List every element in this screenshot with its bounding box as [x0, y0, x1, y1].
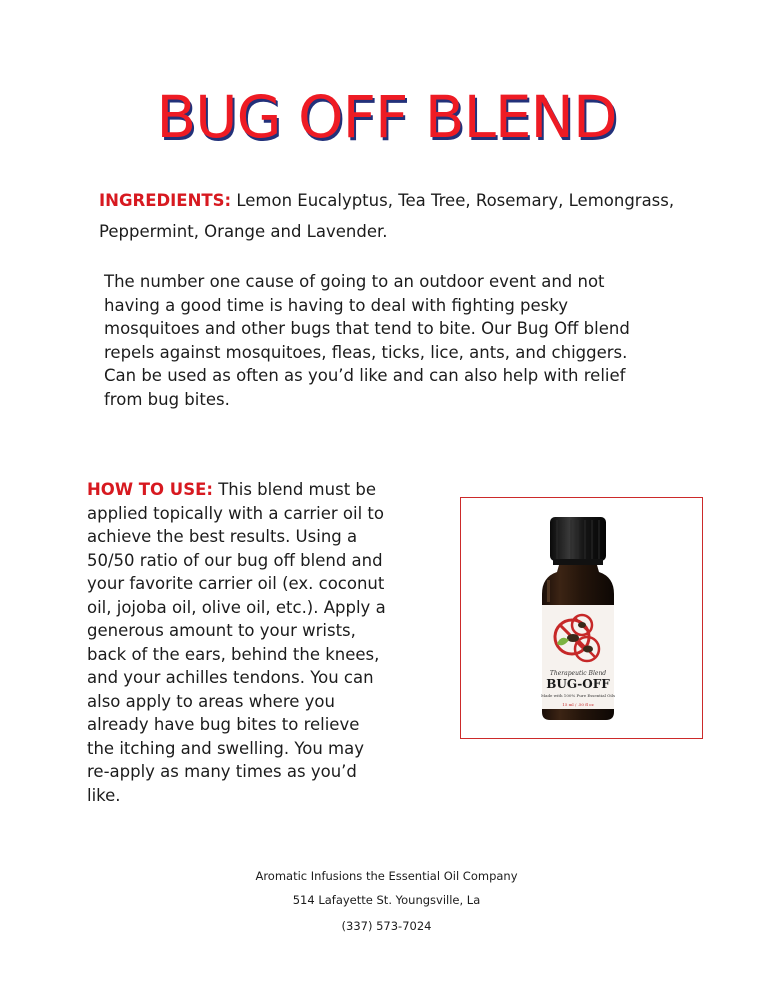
how-to-use-section	[87, 478, 387, 807]
essential-oil-bottle-image	[461, 498, 702, 738]
product-subtitle: Therapeutic Blend	[549, 670, 607, 677]
product-volume: 15 ml / .50 fl oz	[562, 702, 594, 707]
footer-address: 514 Lafayette St. Youngsville, La	[292, 893, 481, 907]
ingredients-text: Lemon Eucalyptus, Tea Tree, Rosemary, Lemongrass, Peppermint, Orange and Lavender.	[99, 191, 675, 241]
intro-paragraph: The number one cause of going to an outdoor event and not having a good time is having to deal with fighting pesky mosquitoes and other bugs that tend to bite. Our Bug Off blend repels against mosquitoes, fleas, ticks, lice, ants, and chiggers. Can be used as often as you’d like and can also help with relief from bug bites.	[104, 272, 630, 409]
product-photo	[460, 497, 703, 739]
how-to-use-label: HOW TO USE:	[87, 480, 213, 499]
how-to-use-text: This blend must be applied topically with a carrier oil to achieve the best results. Using a 50/50 ratio of our bug off blend and your favorite carrier oil (ex. coconut oil, jojoba oil, olive oil, etc.). Apply a generous amount to your wrists, back of the ears, behind the knees, and your achilles tendons. You can also apply to areas where you already have bug bites to relieve the itching and swelling. You may re-apply as many times as you’d like.	[87, 480, 386, 805]
footer-phone: (337) 573-7024	[341, 919, 432, 933]
page-title: BUG OFF BLEND	[156, 83, 617, 151]
ingredients-section	[99, 185, 679, 247]
footer-company: Aromatic Infusions the Essential Oil Company	[255, 869, 518, 883]
ingredients-label: INGREDIENTS:	[99, 191, 232, 210]
product-name: BUG-OFF	[546, 677, 610, 691]
product-tagline: Made with 100% Pure Essential Oils	[540, 693, 616, 698]
